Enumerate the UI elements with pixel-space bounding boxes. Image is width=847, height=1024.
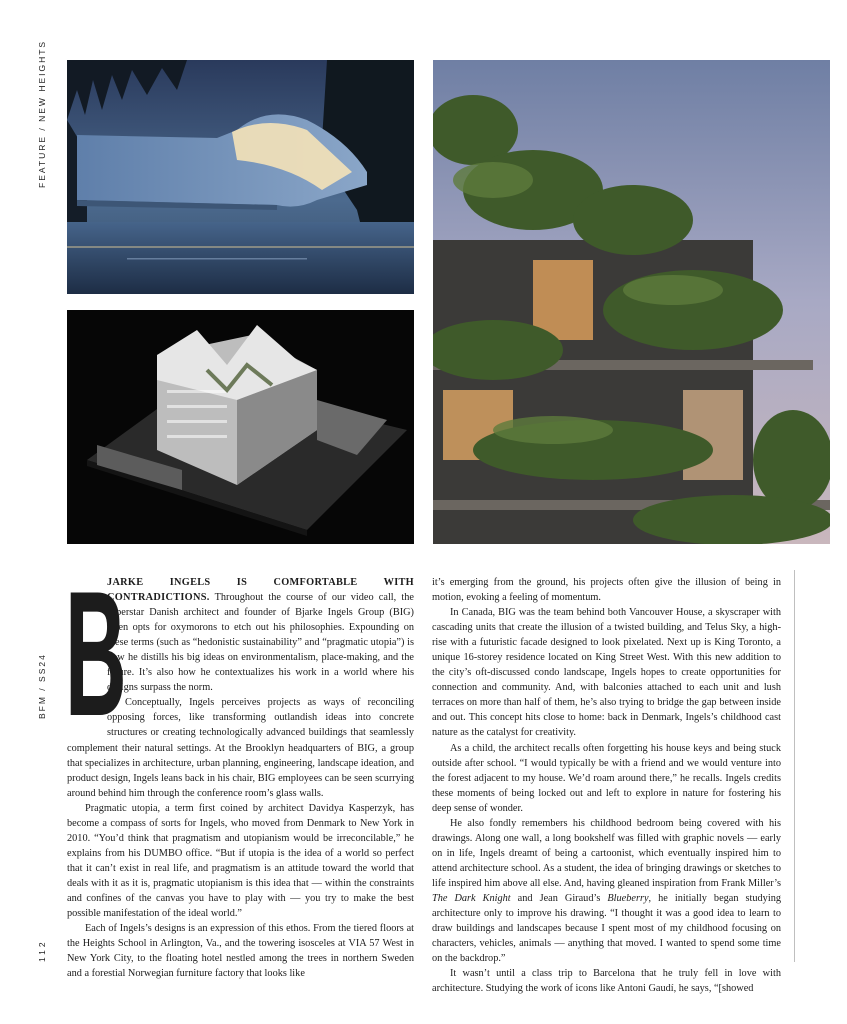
article-paragraph-3: Pragmatic utopia, a term first coined by architect Davidya Kasperzyk, has become a compass of sorts for Ingels, who moved from Denmark to New York in 2010. “You’d think that pragmatism and utopianism would be irreconcilable,” he explains from his DUMBO office. “But if utopia is the idea of a world so perfect that it can’t exist in real life, and pragmatism is an attitude toward the world that deals with it as it is, pragmatic utopianism is this idea that — within the constraints and confines of the canvas you have to play with — you try to make the best possible manifestation of the ideal world.” (67, 802, 414, 920)
article-paragraph-7: As a child, the architect recalls often forgetting his house keys and being stuck outside after school. “I would typically be with a friend and we would venture into the forest adjacent to my house. We’d roam around there,” he recalls. Ingels credits these moments of being locked out and left to explore in nature for fostering his deep sense of wonder. (432, 742, 781, 814)
book-title-dark-knight: The Dark Knight (432, 892, 511, 904)
article-column-right (432, 575, 781, 996)
issue-label: BFM / SS24 (37, 653, 47, 719)
column-rule (794, 570, 795, 962)
page-number: 112 (37, 939, 47, 962)
photo-architectural-model (67, 310, 414, 544)
article-paragraph-6: In Canada, BIG was the team behind both Vancouver House, a skyscraper with cascading units that create the illusion of a twisted building, and Telus Sky, a high-rise with a futuristic facade designed to look pixelated. Next up is King Toronto, a unique 16-storey residence located on King Street West. With this new addition to the city’s oft-discussed condo landscape, Ingels hopes to create opportunities for connection and community. And, with balconies attached to each unit and lush terraces on more than half of them, he’s also trying to bridge the gap between inside and out. This concept hits close to home: back in Denmark, Ingels’s childhood cast nature as the catalyst for creativity. (432, 607, 781, 739)
article-paragraph-4: Each of Ingels’s designs is an expression of this ethos. From the tiered floors at the Heights School in Arlington, Va., and the towering isosceles at VIA 57 West in New York City, to the floating hotel nestled among the trees in northern Sweden and a forestial Norwegian furniture factory that looks like (67, 923, 414, 980)
article-paragraph-5: it’s emerging from the ground, his projects often give the illusion of being in motion, evoking a feeling of momentum. (432, 577, 781, 604)
article-paragraph-1: B JARKE INGELS IS COMFORTABLE WITH CONTRADICTIONS. Throughout the course of our video call, the superstar Danish architect and founder of Bjarke Ingels Group (BIG) often opts for oxymorons to etch out his philosophies. Expounding on these terms (such as “hedonistic sustainability” and “pragmatic utopia”) is how he distills his big ideas on environmentalism, place-making, and the future. It’s also how he contextualizes his work in a world where his designs surpass the norm. (65, 554, 414, 753)
book-title-blueberry: Blueberry (607, 892, 649, 904)
article-column-left (65, 554, 414, 981)
article-lead-in: JARKE INGELS IS COMFORTABLE WITH CONTRADICTIONS. (107, 577, 414, 604)
photo-terraced-tower (433, 60, 830, 544)
article-paragraph-2: Conceptually, Ingels perceives projects as ways of reconciling opposing forces, like transforming outlandish ideas into concrete structures or creating technologically advanced buildings that seamlessly complement their natural settings. At the Brooklyn headquarters of BIG, a group that specializes in architecture, urban planning, engineering, landscape ideation, and product design, Ingels leans back in his chair, BIG employees can be seen scurrying around behind him through the conference room’s glass walls. (67, 697, 414, 799)
article-paragraph-9: It wasn’t until a class trip to Barcelona that he truly fell in love with architecture. Studying the work of icons like Antoni Gaudí, he says, “[showed (432, 968, 781, 995)
photo-bridge-museum (67, 60, 414, 294)
article-paragraph-8: He also fondly remembers his childhood bedroom being covered with his drawings. Along one wall, a long bookshelf was filled with graphic novels — early on in life, Ingels dreamt of being a cartoonist, which eventually inspired him to attend architecture school. As a student, the idea of bringing drawings or sketches to life inspired him above all else. And, having gleaned inspiration from Frank Miller’s The Dark Knight and Jean Giraud’s Blueberry, he initially began studying architecture only to improve his drawing. “I thought it was a good idea to learn to draw buildings and landscapes because I spent most of my childhood focusing on characters, vehicles, animals — anything that moved. I wanted to spend some time on the backdrop.” (432, 817, 781, 965)
drop-cap: B (65, 554, 127, 753)
section-label: FEATURE / NEW HEIGHTS (37, 39, 47, 188)
